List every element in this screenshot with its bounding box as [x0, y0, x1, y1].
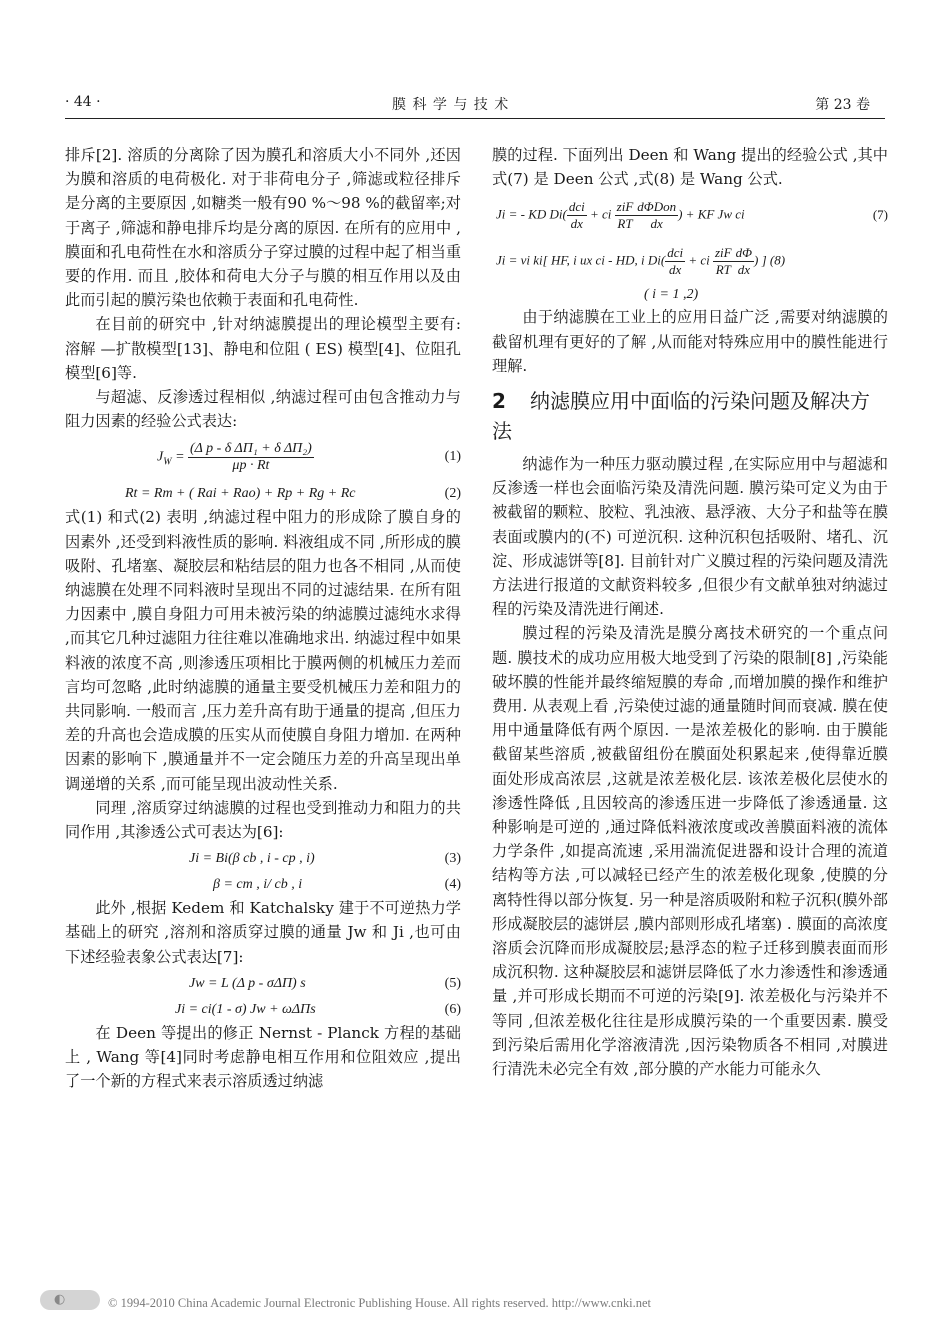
left-column — [65, 143, 461, 1094]
eq8-part: Ji = vi ki[ HF, i ux ci - HD, i Di( — [496, 252, 666, 268]
eq7-frac-num: dΦDon — [637, 199, 677, 215]
equation-2 — [65, 479, 461, 505]
eq7-part: + ci — [586, 206, 615, 222]
paragraph: 同理 ,溶质穿过纳滤膜的过程也受到推动力和阻力的共同作用 ,其渗透公式可表达为[6]: — [65, 798, 461, 842]
eq8-frac-den: dx — [737, 262, 750, 278]
eq8-frac-den: RT — [715, 262, 731, 278]
paragraph: 膜的过程. 下面列出 Deen 和 Wang 提出的经验公式 ,其中式(7) 是 Deen 公式 ,式(8) 是 Wang 公式. — [492, 146, 888, 189]
paragraph: 排斥[2]. 溶质的分离除了因为膜孔和溶质大小不同外 ,还因为膜和溶质的电荷极化. 对于非荷电分子 ,筛滤或粒径排斥是分离的主要原因 ,如糖类一般有90 %～98 %的截留率;对于离子 ,筛滤和静电排斥均是分离的原因. 在所有的应用中 ,膜面和孔电荷性在水和溶质分子穿过膜的过程中起了相当重要的作用. 而且 ,胶体和荷电大分子与膜的相互作用以及由此而引起的膜污染也依赖于表面和孔电荷性. — [65, 146, 461, 310]
eq5-number: (5) — [444, 975, 461, 991]
eq2-number: (2) — [444, 486, 461, 502]
header-rule — [65, 118, 885, 119]
eq6-number: (6) — [444, 1001, 461, 1017]
eq6-body: Ji = ci(1 - σ) Jw + ωΔΠs — [175, 1001, 316, 1017]
eq1-denominator: μp · Rt — [232, 458, 270, 474]
paragraph: 与超滤、反渗透过程相似 ,纳滤过程可由包含推动力与阻力因素的经验公式表达: — [65, 388, 461, 431]
equation-1: $J_W$ = $\frac{\text{(Δ p - δ ΔΠ₁ + δ ΔΠ₂)}}{\mu p \cdot Rt}$ (1) — [157, 441, 461, 474]
eq8-part: + ci — [685, 252, 713, 268]
page-number: · 44 · — [65, 94, 101, 110]
journal-title: 膜 科 学 与 技 术 — [392, 97, 510, 113]
equation-3 — [65, 844, 461, 870]
eq3-body: Ji = Bi(β cb , i - cp , i) — [189, 851, 315, 867]
paragraph: 由于纳滤膜在工业上的应用日益广泛 ,需要对纳滤膜的截留机理有更好的了解 ,从而能对特殊应用中的膜性能进行理解. — [492, 308, 888, 375]
eq1-lhs: J — [157, 450, 164, 466]
eq8-frac-num: ziF — [715, 245, 732, 261]
paragraph: 在目前的研究中 ,针对纳滤膜提出的理论模型主要有: 溶解 —扩散模型[13]、静电和位阻 ( ES) 模型[4]、位阻孔模型[6]等. — [65, 315, 461, 382]
eq8-frac-num: dci — [667, 245, 684, 261]
eq8-part: ) ] (8) — [754, 252, 786, 268]
eq1-numerator: (Δ p - δ ΔΠ₁ + δ ΔΠ₂) — [190, 441, 312, 457]
eq7-frac-num: ziF — [616, 199, 634, 215]
eq7-part: ) + KF Jw ci — [678, 206, 745, 222]
eq7-frac-den: dx — [570, 216, 583, 232]
eq8-frac-den: dx — [669, 262, 682, 278]
equation-8-condition — [492, 283, 888, 305]
equation-6 — [65, 995, 461, 1021]
copyright-text: © 1994-2010 China Academic Journal Electronic Publishing House. All rights reserved. http://www.cnki.net — [108, 1296, 651, 1310]
section-number: 2 — [492, 389, 506, 414]
eq8-condition: ( i = 1 ,2) — [644, 287, 699, 303]
running-header — [65, 94, 885, 116]
eq7-frac-den: RT — [617, 216, 633, 232]
equation-4 — [65, 870, 461, 896]
right-column — [492, 143, 888, 1081]
paragraph: 在 Deen 等提出的修正 Nernst - Planck 方程的基础上 , Wang 等[4]同时考虑静电相互作用和位阻效应 ,提出了一个新的方程式来表示溶质透过纳滤 — [65, 1023, 461, 1091]
section-title: 纳滤膜应用中面临的污染问题及解决方法 — [492, 389, 870, 444]
eq7-frac-num: dci — [568, 199, 585, 215]
logo-icon: ◐ — [54, 1292, 66, 1307]
paragraph: 此外 ,根据 Kedem 和 Katchalsky 建于不可逆热力学基础上的研究 ,溶剂和溶质穿过膜的通量 Jw 和 Ji ,也可由下述经验表象公式表达[7]: — [65, 899, 461, 966]
eq4-number: (4) — [444, 877, 461, 893]
eq1-fraction — [188, 441, 314, 474]
equation-7 — [492, 191, 888, 237]
volume-label: 第 23 卷 — [815, 97, 870, 113]
eq5-body: Jw = L (Δ p - σΔΠ) s — [189, 975, 306, 991]
eq1-lhs-sub: W — [163, 456, 172, 468]
eq8-frac-num: dΦ — [735, 245, 753, 261]
eq7-frac-den: dx — [650, 216, 663, 232]
equation-5 — [65, 969, 461, 995]
cnki-logo — [40, 1290, 100, 1310]
eq2-body: Rt = Rm + ( Rai + Rao) + Rp + Rg + Rc — [125, 486, 356, 502]
paragraph: 式(1) 和式(2) 表明 ,纳滤过程中阻力的形成除了膜自身的因素外 ,还受到料液性质的影响. 料液组成不同 ,所形成的膜吸附、孔堵塞、凝胶层和粘结层的阻力也各不相同 ,从而使纳滤膜在处理不同料液时呈现出不同的过滤结果. 在所有阻力因素中 ,膜自身阻力可用未被污染的纳滤膜过滤纯水求得 ,而其它几种过滤阻力往往难以准确地求出. 纳滤过程中如果料液的浓度不高 ,则渗透压项相比于膜两侧的机械压力差而言均可忽略 ,此时纳滤膜的通量主要受机械压力差和阻力的共同影响. 一般而言 ,压力差升高有助于通量的提高 ,但压力差的升高也会造成膜的压实从而使膜自身阻力增加. 在两种因素的影响下 ,膜通量并不一定会随压力差的升高呈现出单调递增的关系 ,而可能呈现出波动性关系. — [65, 508, 461, 793]
paragraph: 纳滤作为一种压力驱动膜过程 ,在实际应用中与超滤和反渗透一样也会面临污染及清洗问题. 膜污染可定义为由于被截留的颗粒、胶粒、乳浊液、悬浮液、大分子和盐等在膜表面或膜内的(不) 可逆沉积. 这种沉积包括吸附、堵孔、沉淀、形成滤饼等[8]. 目前针对广义膜过程的污染问题及清洗方法进行报道的文献资料较多 ,但很少有文献单独对纳滤过程的污染及清洗进行阐述. — [492, 455, 888, 619]
eq4-body: β = cm , i/ cb , i — [213, 877, 303, 893]
paragraph: 膜过程的污染及清洗是膜分离技术研究的一个重点问题. 膜技术的成功应用极大地受到了污染的限制[8] ,污染能破坏膜的性能并最终缩短膜的寿命 ,而增加膜的操作和维护费用. 从表观上看 ,污染使过滤的通量随时间而衰减. 膜在使用中通量降低有两个原因. 一是浓差极化的影响. 由于膜能截留某些溶质 ,被截留组份在膜面处积累起来 ,使得靠近膜面处形成高浓层 ,这就是浓差极化层. 该浓差极化层使水的渗透性降低 ,且因较高的渗透压进一步降低了渗透通量. 这种影响是可逆的 ,通过降低料液浓度或改善膜面料液的流体力学条件 ,如提高流速 ,采用湍流促进器和设计合理的流道结构等方法 ,可以减轻已经产生的浓差极化现象 ,使膜的分离特性得以部分恢复. 另一种是溶质吸附和粒子沉积(膜外部形成凝胶层的滤饼层 ,膜内部则形成孔堵塞) . 膜面的高浓度溶质会沉降而形成凝胶层;悬浮态的粒子迁移到膜表面而形成沉积物. 这种凝胶层和滤饼层降低了水力渗透性和渗透通量 ,并可形成长期而不可逆的污染[9]. 浓差极化与污染并不等同 ,但浓差极化往往是形成膜污染的一个重要因素. 膜受到污染后需用化学溶液清洗 ,因污染物质各不相同 ,对膜进行清洗未必完全有效 ,部分膜的产水能力可能永久 — [492, 624, 888, 1079]
eq7-number: (7) — [872, 207, 888, 223]
eq3-number: (3) — [444, 851, 461, 867]
section-heading — [492, 386, 888, 446]
eq7-part: Ji = - KD Di( — [496, 206, 567, 222]
eq1-number: (1) — [444, 449, 461, 465]
equation-8 — [492, 237, 888, 283]
